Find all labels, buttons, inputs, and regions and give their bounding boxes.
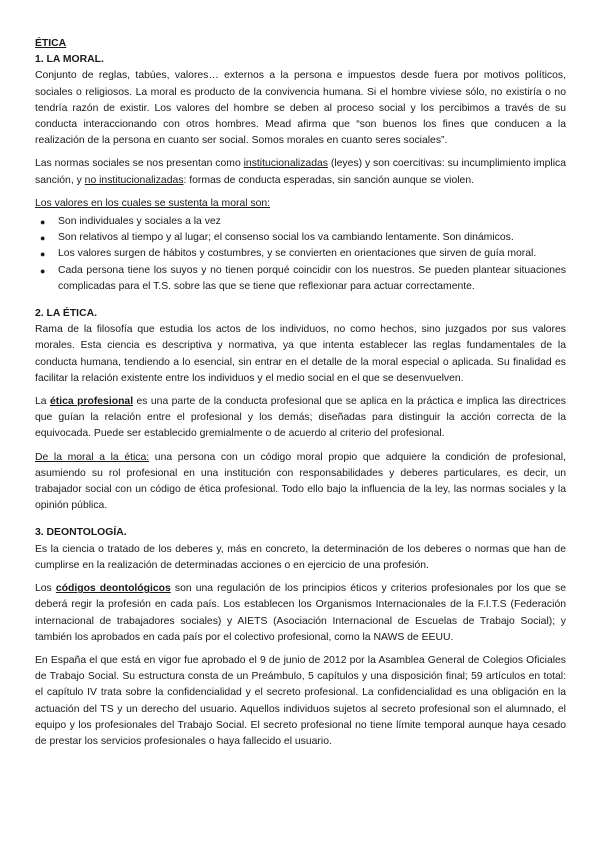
paragraph-social-norms: Las normas sociales se nos presentan como institucionalizadas (leyes) y son coercitivas: su incumplimiento implica sanción, y no institucionalizadas: formas de conducta esperadas, sin sanción aunque se violen. — [35, 158, 566, 186]
paragraph-etica-definition: Rama de la filosofía que estudia los actos de los individuos, no como hechos, sino juzgados por sus valores morales. Esta ciencia es descriptiva y normativa, ya que intenta establecer las reglas fundamentales de la conducta humana, tendiendo a lo esencial, sin entrar en el detalle de la moral especial o aplicada. Su finalidad es facilitar la relación existente entre los individuos y el medio social en el que se desenvuelven. — [35, 324, 566, 384]
paragraph-espana: En España el que está en vigor fue aprobado el 9 de junio de 2012 por la Asamblea General de Colegios Oficiales de Trabajo Social. Su estructura consta de un Preámbulo, 5 capítulos y una disposición final; 59 artículos en total: el capítulo IV trata sobre la confidencialidad y el secreto profesional. La confidencialidad es una obligación en la actuación del TS y un derecho del usuario. Aquellos individuos sujetos al secreto profesional son el alumnado, el equipo y los profesionales del Trabajo Social. El secreto profesional no tiene límite temporal aunque haya cesado de prestar los servicios profesionales o haya fallecido el usuario. — [35, 654, 566, 747]
list-item: ● Los valores surgen de hábitos y costumbres, y se convierten en orientaciones que sirven de guía moral. — [35, 246, 566, 262]
paragraph-moral-definition: Conjunto de reglas, tabúes, valores… externos a la persona e impuestos desde fuera por motivos políticos, sociales o religiosos. La moral es producto de la convivencia humana. Si el hombre viviese sólo, no existiría o no tendría razón de existir. Los valores del hombre se deben al proceso social y los percibimos a través de su conducta interaccionando con otros hombres. Mead afirma que “son buenos los fines que conducen a la realización de la persona en cuanto ser social. Somos morales en cuanto seres sociales”. — [35, 70, 566, 147]
paragraph-codigos: Los códigos deontológicos son una regulación de los principios éticos y criterios profesionales por los que se deberá regir la profesión en cada país. Los establecen los Organismos Internacionales de la F.I.T.S (Federación internacional de trabajadores sociales) y AIETS (Asociación Internacional de Escuelas de Trabajo Social); y también los aprobados en cada país por el colectivo profesional, como la NAWS de EEUU. — [35, 583, 567, 643]
section-etica — [35, 306, 566, 514]
bullet-icon: ● — [40, 217, 46, 228]
paragraph-etica-profesional: La ética profesional es una parte de la conducta profesional que se aplica en la práctica e implica las directrices que guían la relación entre el profesional y los demás; diseñadas para distinguir la acción correcta de la equivocada. Puede ser establecido gremialmente o de acuerdo al criterio del profesional. — [35, 396, 567, 440]
term-institucionalizadas: institucionalizadas — [243, 158, 328, 170]
paragraph-deontologia-definition: Es la ciencia o tratado de los deberes y, más en concreto, la determinación de los deberes o normas que han de cumplirse en la realización de determinadas acciones o en ejercicio de una profesión. — [35, 543, 566, 571]
list-item: ● Son individuales y sociales a la vez — [35, 214, 566, 230]
term-moral-a-etica: De la moral a la ética: — [35, 451, 150, 463]
term-etica-profesional: ética profesional — [49, 396, 134, 408]
section-heading-deontologia: 3. DEONTOLOGÍA. — [35, 527, 127, 539]
section-heading-moral: 1. LA MORAL. — [35, 54, 104, 66]
section-deontologia — [35, 525, 566, 750]
values-list — [35, 214, 566, 295]
term-no-institucionalizadas: no institucionalizadas — [84, 174, 184, 186]
list-item: ● Son relativos al tiempo y al lugar; el consenso social los va cambiando lentamente. Son dinámicos. — [35, 230, 566, 246]
values-heading: Los valores en los cuales se sustenta la moral son: — [35, 197, 271, 209]
list-item: ● Cada persona tiene los suyos y no tienen porqué coincidir con los nuestros. Se pueden plantear situaciones complicadas para el T.S. sobre las que se tiene que reflexionar para actuar correctamente. — [40, 264, 566, 292]
bullet-icon: ● — [40, 233, 46, 244]
bullet-icon: ● — [40, 265, 46, 276]
section-heading-etica: 2. LA ÉTICA. — [35, 308, 97, 320]
paragraph-moral-a-etica: De la moral a la ética: una persona con un código moral propio que adquiere la condición de profesional, asumiendo su rol profesional en una institución con responsabilidades y deberes particulares, es decir, un trabajador social con un código de ética profesional. Todo ello bajo la influencia de la ley, las normas sociales y la opinión pública. — [35, 451, 566, 512]
bullet-icon: ● — [40, 249, 46, 260]
section-moral — [35, 52, 566, 295]
document-title: ÉTICA — [35, 38, 67, 49]
term-codigos-deontologicos: códigos deontológicos — [55, 583, 171, 595]
